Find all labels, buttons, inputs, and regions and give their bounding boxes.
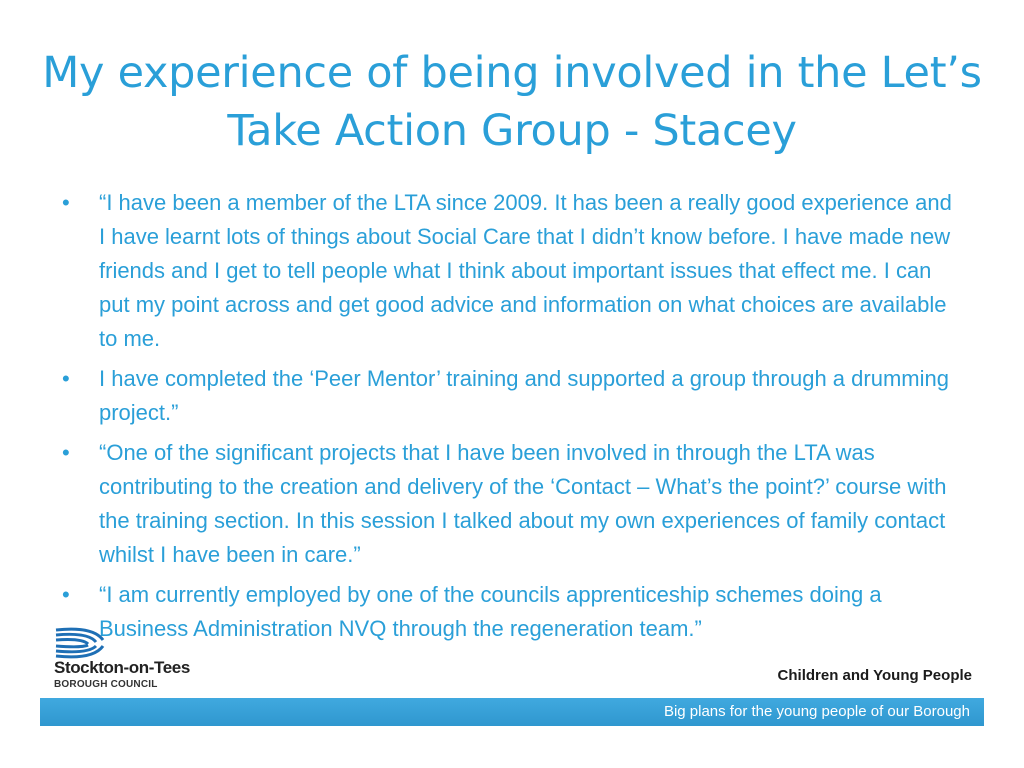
bullet-item [62,362,962,430]
slide-title: My experience of being involved in the Let’s Take Action Group - Stacey [42,48,982,156]
banner-slogan: Big plans for the young people of our Borough [663,703,970,720]
bullet-item [62,436,962,572]
footer-banner [40,698,984,726]
department-label: Children and Young People [777,667,972,684]
council-logo-subtitle: BOROUGH COUNCIL [54,679,158,690]
bullet-list [62,186,962,652]
bullet-marker: • [62,190,70,215]
bullet-text: “I am currently employed by one of the councils apprenticeship schemes doing a Business Administration NVQ through the regeneration team.” [99,582,882,641]
bullet-text: “I have been a member of the LTA since 2009. It has been a really good experience and I have learnt lots of things about Social Care that I didn’t know before. I have made new friends and I get to tell people what I think about important issues that effect me. I can put my point across and get good advice and information on what choices are available to me. [99,190,952,351]
bullet-marker: • [62,582,70,607]
bullet-item [62,186,962,356]
council-logo-name: Stockton-on-Tees [54,658,190,677]
bullet-marker: • [62,366,70,391]
bullet-marker: • [62,440,70,465]
bullet-text: I have completed the ‘Peer Mentor’ training and supported a group through a drumming project.” [99,366,949,425]
bullet-text: “One of the significant projects that I have been involved in through the LTA was contributing to the creation and delivery of the ‘Contact – What’s the point?’ course with the training section. In this session I talked about my own experiences of family contact whilst I have been in care.” [99,440,947,567]
